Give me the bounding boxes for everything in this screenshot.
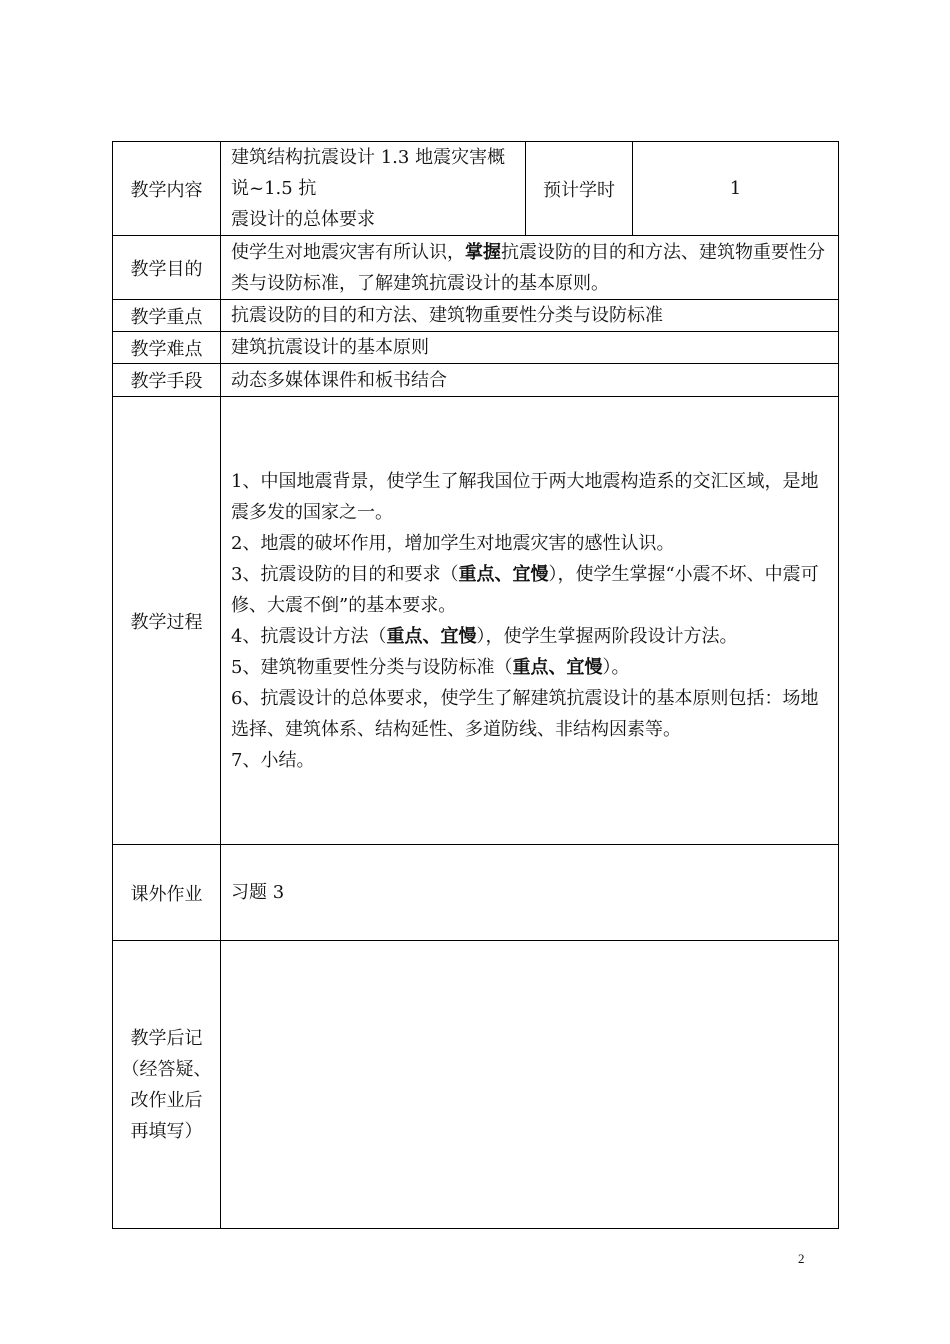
key-points-value: 抗震设防的目的和方法、建筑物重要性分类与设防标准	[221, 300, 839, 332]
process-item-4-bold: 重点、宜慢	[386, 625, 477, 647]
process-item-1: 1、中国地震背景，使学生了解我国位于两大地震构造系的交汇区域，是地震多发的国家之一。	[231, 470, 819, 523]
row-process	[113, 397, 839, 845]
process-item-5-text-2: ）。	[602, 656, 630, 678]
process-value	[221, 397, 839, 845]
process-item-3-text-2: ），使学生掌握“小震不坏、中震可修、大震不倒”的基本要求。	[231, 563, 819, 616]
label-methods: 教学手段	[113, 364, 221, 397]
content-line-1: 建筑结构抗震设计 1.3 地震灾害概说~1.5 抗	[231, 147, 506, 199]
objective-text-bold: 掌握	[465, 241, 501, 263]
objective-value	[221, 236, 839, 300]
content-line-2: 震设计的总体要求	[231, 209, 375, 230]
postscript-label-line-4: 再填写）	[130, 1120, 203, 1142]
homework-value: 习题 3	[221, 845, 839, 941]
objective-text-1: 使学生对地震灾害有所认识，	[231, 241, 465, 263]
process-item-7: 7、小结。	[231, 749, 315, 771]
label-key-points: 教学重点	[113, 300, 221, 332]
row-key-points	[113, 300, 839, 332]
lesson-plan-table	[112, 141, 839, 1229]
postscript-value	[221, 941, 839, 1229]
process-item-4	[231, 621, 830, 652]
row-objective	[113, 236, 839, 300]
process-item-4-text-2: ），使学生掌握两阶段设计方法。	[476, 625, 738, 647]
hours-value: 1	[633, 142, 839, 236]
page-number: 2	[798, 1251, 805, 1266]
process-item-5-bold: 重点、宜慢	[512, 656, 603, 678]
row-difficulties	[113, 332, 839, 364]
label-hours: 预计学时	[526, 142, 633, 236]
methods-value: 动态多媒体课件和板书结合	[221, 364, 839, 397]
process-item-4-text-1: 4、抗震设计方法（	[231, 625, 387, 647]
postscript-label-line-3: 改作业后	[130, 1089, 203, 1111]
label-homework: 课外作业	[113, 845, 221, 941]
row-methods	[113, 364, 839, 397]
objective-text-2: 抗震设防的目的和方法、建筑物重要性分类与设防标准，了解建筑抗震设计的基本原则。	[231, 241, 825, 294]
row-content	[113, 142, 839, 236]
row-homework	[113, 845, 839, 941]
process-item-3-bold: 重点、宜慢	[458, 563, 549, 585]
content-value	[221, 142, 526, 236]
postscript-label-line-2: （经答疑、	[121, 1058, 212, 1080]
row-postscript	[113, 941, 839, 1229]
postscript-label-line-1: 教学后记	[130, 1027, 203, 1049]
process-item-3	[231, 559, 830, 621]
process-item-5	[231, 652, 830, 683]
label-objective: 教学目的	[113, 236, 221, 300]
label-difficulties: 教学难点	[113, 332, 221, 364]
process-item-6: 6、抗震设计的总体要求，使学生了解建筑抗震设计的基本原则包括：场地选择、建筑体系、结构延性、多道防线、非结构因素等。	[231, 687, 819, 740]
label-postscript	[113, 941, 221, 1229]
label-process: 教学过程	[113, 397, 221, 845]
process-item-2: 2、地震的破坏作用，增加学生对地震灾害的感性认识。	[231, 532, 675, 554]
difficulties-value: 建筑抗震设计的基本原则	[221, 332, 839, 364]
label-content: 教学内容	[113, 142, 221, 236]
process-item-5-text-1: 5、建筑物重要性分类与设防标准（	[231, 656, 513, 678]
process-item-3-text-1: 3、抗震设防的目的和要求（	[231, 563, 459, 585]
